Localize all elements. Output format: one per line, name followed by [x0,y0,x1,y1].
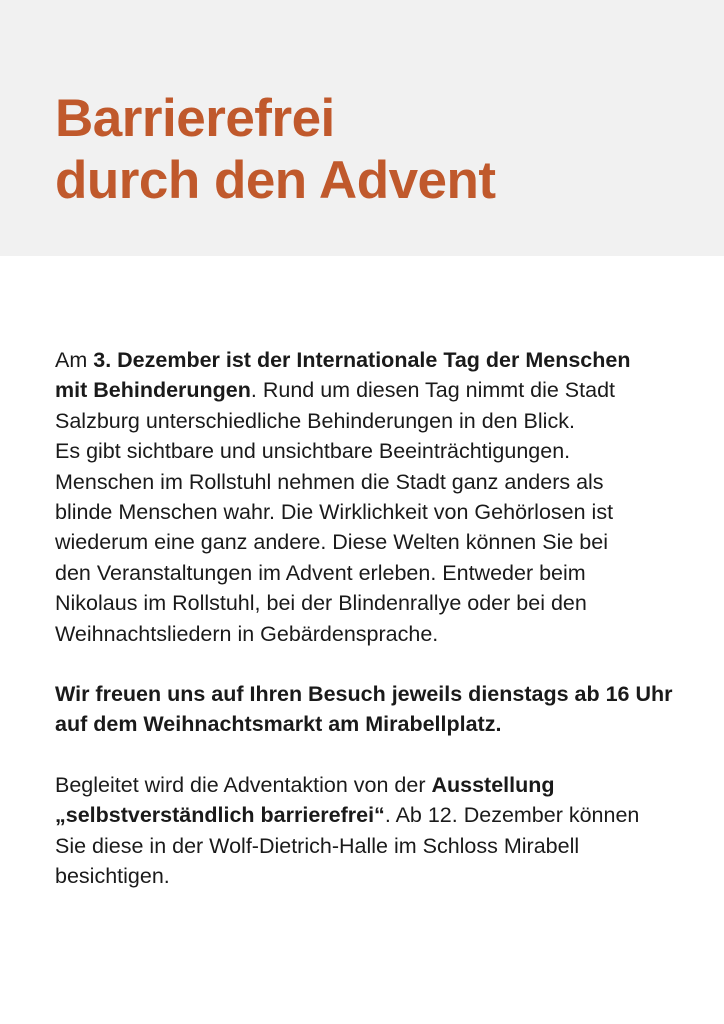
bold-text: 3. Dezember ist der Internationale Tag der Menschen [93,348,631,372]
bold-text: „selbstverständlich barrierefrei“ [55,803,385,828]
page-title [55,88,496,212]
paragraph-spacer [55,740,705,770]
text-run: Menschen im Rollstuhl nehmen die Stadt ganz anders als [55,469,604,494]
bold-text: mit Behinderungen [55,378,251,403]
bold-text: Wir freuen uns auf Ihren Besuch jeweils dienstags ab 16 Uhr [55,682,673,707]
text-run: wiederum eine ganz andere. Diese Welten können Sie bei [55,530,608,555]
text-run: Sie diese in der Wolf-Dietrich-Halle im Schloss Mirabell [55,833,580,858]
text-run: Nikolaus im Rollstuhl, bei der Blindenrallye oder bei den [55,591,587,616]
body-content [55,345,705,892]
title-line-1: Barrierefrei [55,89,335,148]
text-run: Es gibt sichtbare und unsichtbare Beeinträchtigungen. [55,439,571,464]
text-run: Salzburg unterschiedliche Behinderungen in den Blick. [55,408,575,433]
text-run: den Veranstaltungen im Advent erleben. Entweder beim [55,560,586,585]
title-line-2: durch den Advent [55,151,496,210]
text-run: . Ab 12. Dezember können [384,803,640,828]
exhibition-paragraph [55,770,705,892]
paragraph-spacer [55,649,705,679]
invitation-paragraph [55,679,705,740]
bold-text: Ausstellung [431,772,555,797]
text-run: Am [55,348,94,372]
text-run: blinde Menschen wahr. Die Wirklichkeit von Gehörlosen ist [55,500,614,525]
text-run: Weihnachtsliedern in Gebärdensprache. [55,621,439,646]
text-run: Begleitet wird die Adventaktion von der [55,772,432,797]
intro-paragraph [55,345,705,649]
bold-text: auf dem Weihnachtsmarkt am Mirabellplatz. [55,712,502,737]
text-run: . Rund um diesen Tag nimmt die Stadt [250,378,616,403]
text-run: besichtigen. [55,864,170,889]
